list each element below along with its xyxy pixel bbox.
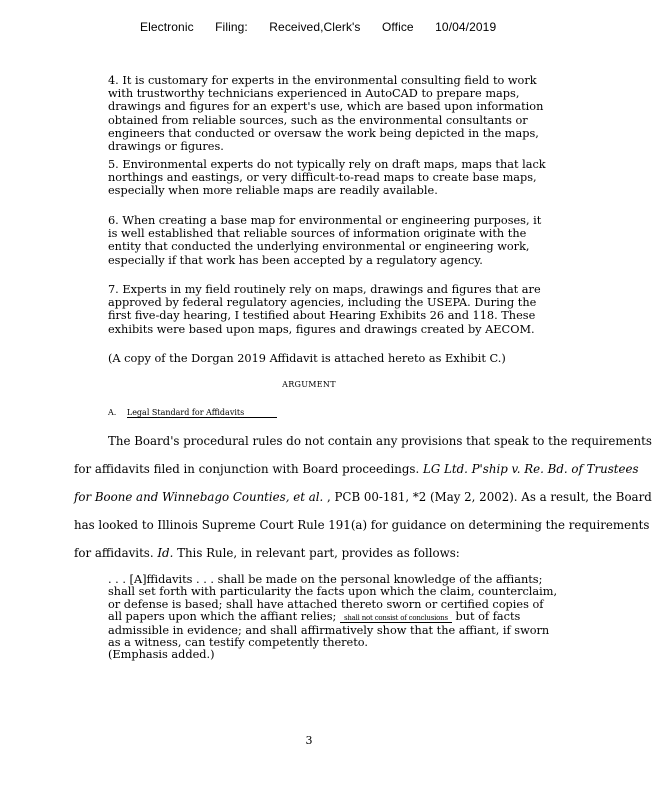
exhibit-note: (A copy of the Dorgan 2019 Affidavit is attached hereto as Exhibit C.) bbox=[108, 352, 506, 365]
page-number: 3 bbox=[305, 734, 313, 747]
quote-underlined: shall not consist of conclusions bbox=[340, 614, 452, 623]
quote-after: but of facts admissible in evidence; and shall affirmatively show that the affiant, if sworn as a witness, can testify competently thereto. bbox=[108, 610, 550, 650]
paragraph-4: 4. It is customary for experts in the environmental consulting field to work with trustworthy technicians experienced in AutoCAD to prepare maps, drawings and figures for an expert's use, which are based upon information obtained from reliable sources, such as the environmental consultants or engineers that conducted or oversaw the work being depicted in the maps, drawings or figures. bbox=[108, 74, 544, 154]
paragraph-5: 5. Environmental experts do not typically rely on draft maps, maps that lack northings and eastings, or very difficult-to-read maps to create base maps, especially when more reliable maps are readily available. bbox=[108, 158, 546, 198]
body-line-2-text: for affidavits filed in conjunction with Board proceedings. bbox=[74, 462, 420, 476]
body-line-1: The Board's procedural rules do not contain any provisions that speak to the requirements bbox=[108, 434, 652, 448]
body-line-5-rest: This Rule, in relevant part, provides as follows: bbox=[177, 546, 460, 560]
body-line-5 bbox=[74, 546, 604, 560]
paragraph-7: 7. Experts in my field routinely rely on maps, drawings and figures that are approved by federal regulatory agencies, including the USEPA. During the first five-day hearing, I testified about Hearing Exhibits 26 and 118. These exhibits were based upon maps, figures and drawings created by AECOM. bbox=[108, 283, 541, 336]
header-received: Received,Clerk's bbox=[269, 20, 361, 34]
section-a-label: A. bbox=[108, 408, 117, 417]
case-citation-1: LG Ltd. P'ship v. Re. Bd. of Trustees bbox=[422, 462, 639, 476]
case-citation-2: for Boone and Winnebago Counties, et al. bbox=[74, 490, 324, 504]
header-office: Office bbox=[381, 20, 414, 34]
quote-emphasis: (Emphasis added.) bbox=[108, 648, 215, 662]
header-filing: Filing: bbox=[215, 20, 248, 34]
header-date: 10/04/2019 bbox=[435, 20, 497, 34]
body-line-5-text: for affidavits. bbox=[74, 546, 154, 560]
body-line-3 bbox=[74, 490, 652, 504]
body-line-3-text: , PCB 00-181, *2 (May 2, 2002). As a result, the Board bbox=[327, 490, 652, 504]
id-citation: Id. bbox=[157, 546, 174, 560]
header-electronic: Electronic bbox=[140, 20, 194, 34]
body-line-4: has looked to Illinois Supreme Court Rule 191(a) for guidance on determining the requirements bbox=[74, 518, 650, 532]
section-a-title: Legal Standard for Affidavits bbox=[127, 408, 277, 418]
filing-header bbox=[140, 20, 514, 34]
argument-heading: ARGUMENT bbox=[282, 380, 336, 389]
paragraph-6: 6. When creating a base map for environmental or engineering purposes, it is well established that reliable sources of information originate with the entity that conducted the underlying environmental or engineering work, especially if that work has been accepted by a regulatory agency. bbox=[108, 214, 542, 267]
quote-before: . . . [A]ffidavits . . . shall be made on the personal knowledge of the affiants; shall set forth with particularity the facts upon which the claim, counterclaim, or defense is based; shall have attached thereto sworn or certified copies of all papers upon which the affiant relies; bbox=[108, 573, 558, 624]
block-quote bbox=[108, 574, 558, 662]
body-line-2 bbox=[74, 462, 639, 476]
section-a-heading bbox=[108, 408, 277, 418]
